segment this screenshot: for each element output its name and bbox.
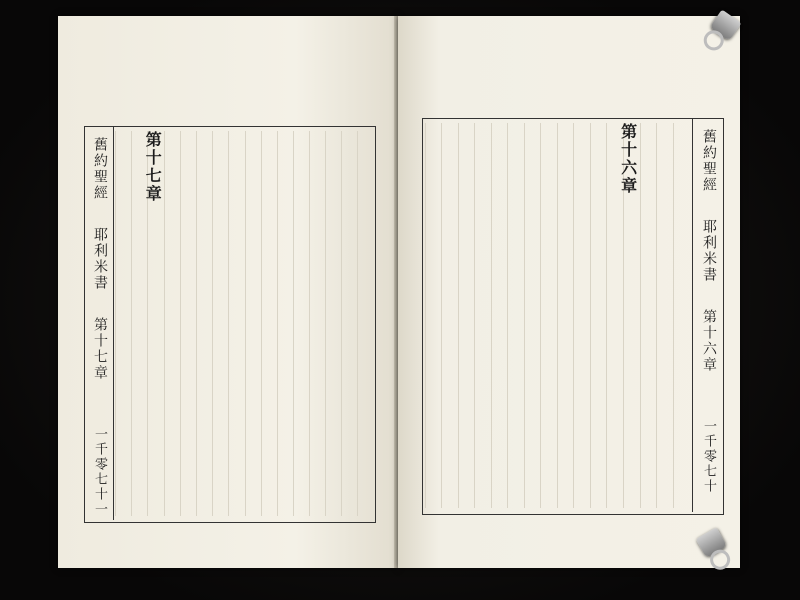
text-column [196,131,212,516]
chapter-label: 耶利米書 [92,227,108,291]
text-column [590,123,606,508]
text-column [115,131,131,516]
text-column [164,131,180,516]
text-column [357,131,373,516]
text-column [573,123,589,508]
page-number: 一千零七十一 [92,427,107,517]
chapter-label: 耶利米書 [701,219,717,283]
text-column [441,123,457,508]
chapter-heading: 第十六章 [623,123,640,508]
text-column [293,131,309,516]
left-marginal-notes [138,56,358,131]
text-column [458,123,474,508]
book-title: 舊約聖經 [92,137,108,201]
text-column [656,123,672,508]
right-text-frame [422,118,724,515]
text-column [673,123,689,508]
left-page [58,16,398,568]
text-column [507,123,523,508]
left-header-strip [85,127,114,520]
right-page [398,16,740,568]
text-column [341,131,357,516]
text-column [277,131,293,516]
text-column [261,131,277,516]
text-column [309,131,325,516]
right-marginal-notes [410,46,560,126]
text-column [540,123,556,508]
left-text-frame [84,126,376,523]
text-column [325,131,341,516]
chapter-range: 第十七章 [92,317,108,381]
right-header-strip [692,119,723,512]
text-column [245,131,261,516]
chapter-range: 第十六章 [701,309,717,373]
text-column [474,123,490,508]
text-column [212,131,228,516]
text-column [640,123,656,508]
text-column [180,131,196,516]
text-column [557,123,573,508]
right-text-columns [425,123,689,508]
text-column [425,123,441,508]
chapter-heading: 第十七章 [147,131,164,516]
text-column [491,123,507,508]
text-column [524,123,540,508]
text-column [228,131,244,516]
open-book [48,10,756,575]
left-text-columns [115,131,373,516]
page-number: 一千零七十 [701,419,716,494]
book-title: 舊約聖經 [701,129,717,193]
